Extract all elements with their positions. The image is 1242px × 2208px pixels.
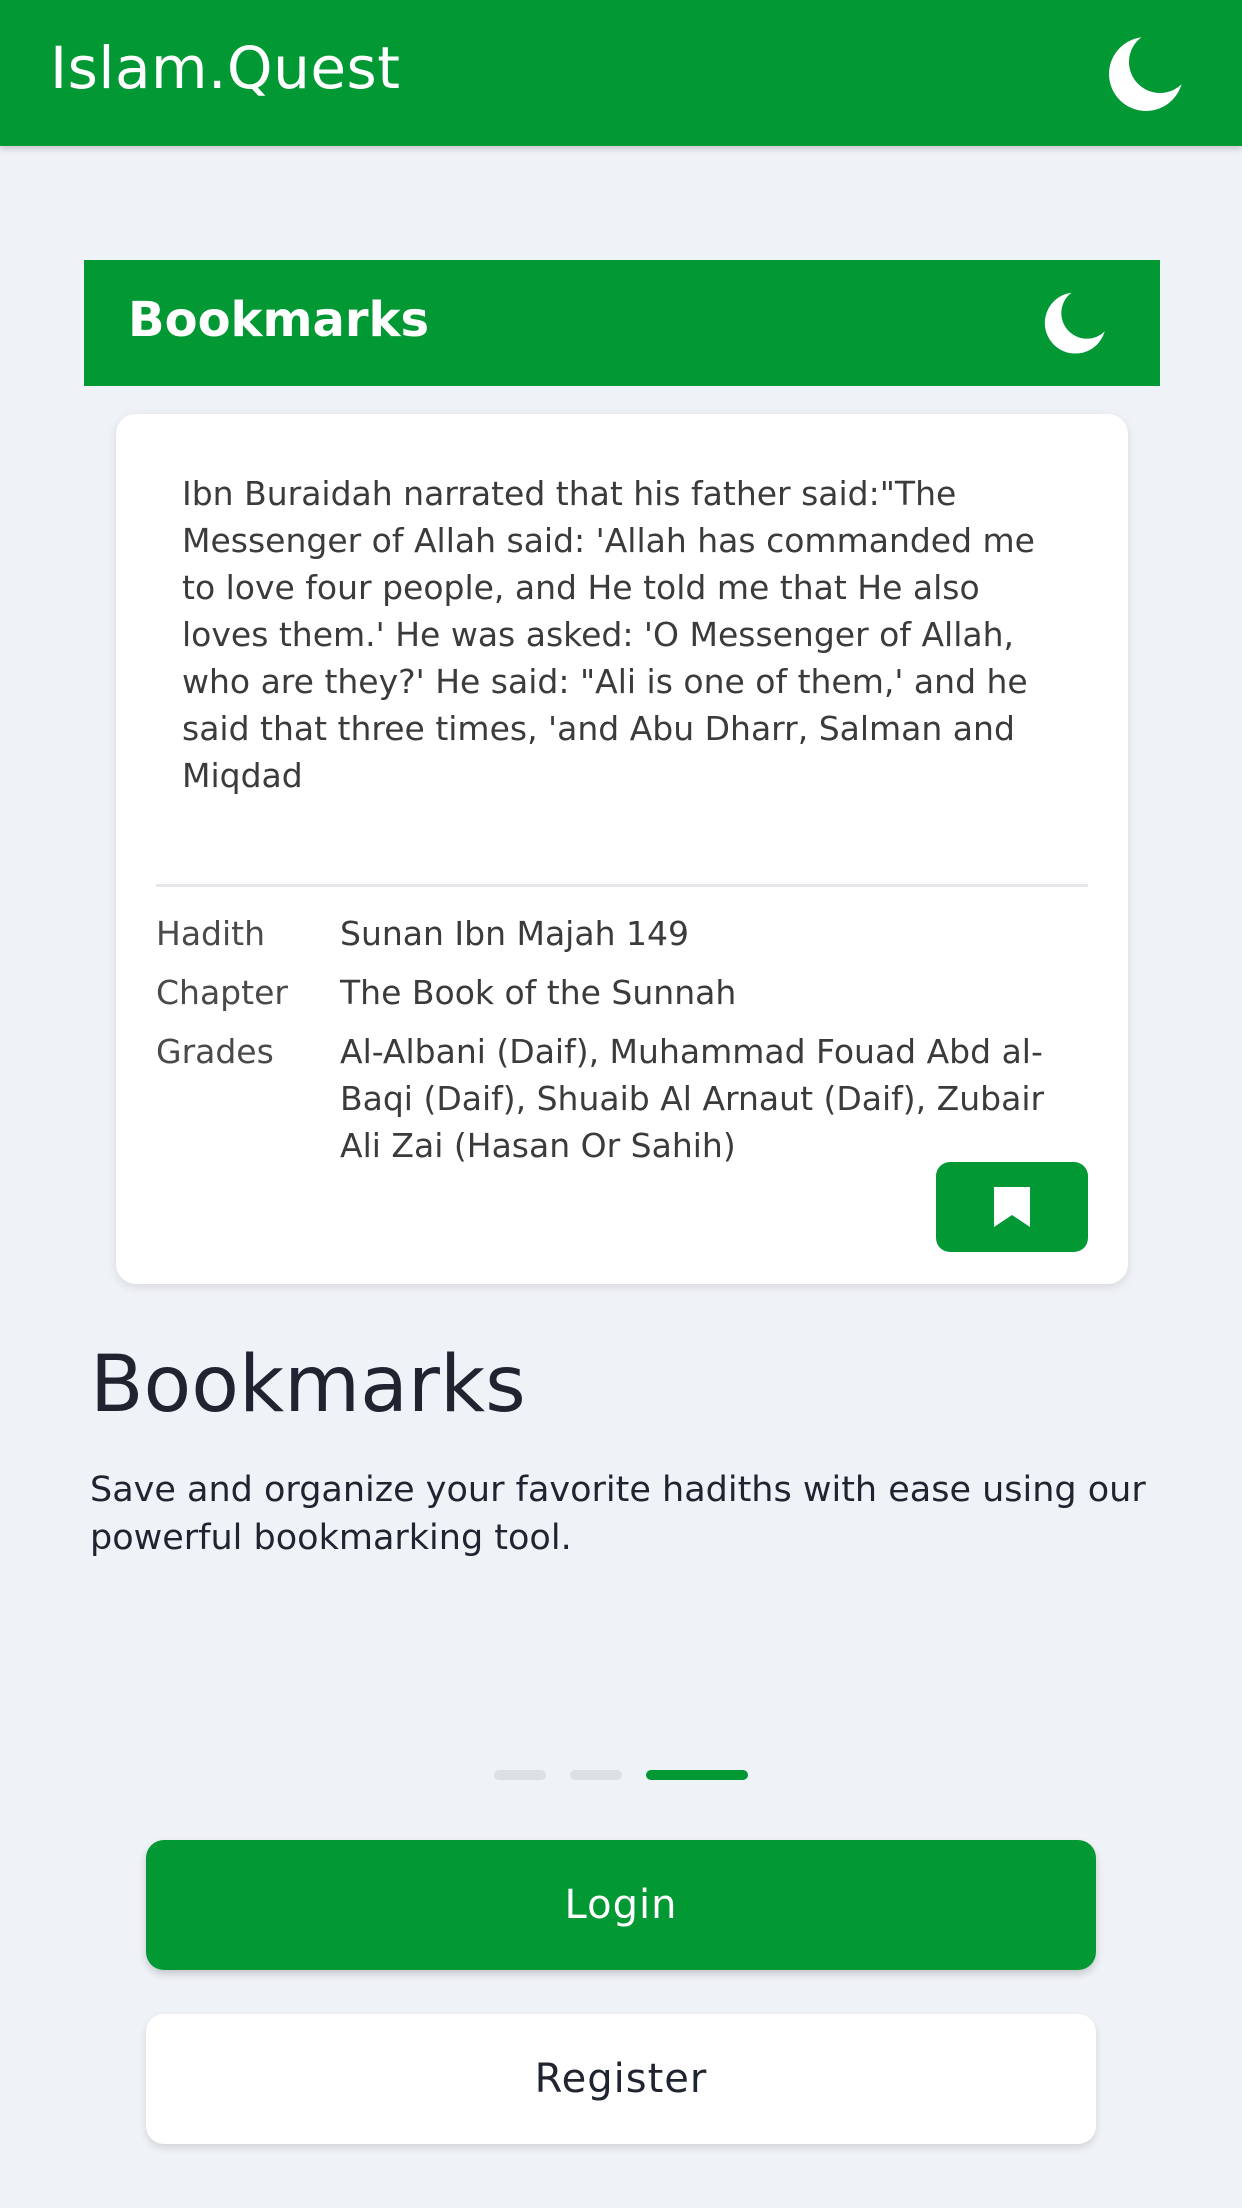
preview-header [84,260,1160,386]
meta-value: Sunan Ibn Majah 149 [340,914,689,953]
preview-header-title: Bookmarks [128,292,430,348]
meta-label: Chapter [156,973,288,1012]
moon-icon [1044,290,1110,356]
divider [156,884,1088,887]
feature-description: Save and organize your favorite hadiths with ease using our powerful bookmarking tool. [90,1470,1146,1558]
register-button[interactable]: Register [146,2014,1096,2144]
hadith-text: Ibn Buraidah narrated that his father said:"The Messenger of Allah said: 'Allah has commanded me to love four people, and He told me that He also loves them.' He was asked: 'O Messenger of Allah, who are they?' He said: "Ali is one of them,' and he said that three times, 'and Abu Dharr, Salman and Miqdad [182,474,1035,795]
page-dot-active[interactable] [646,1770,748,1780]
meta-label: Grades [156,1032,274,1071]
hadith-card [116,414,1128,1284]
feature-preview [84,260,1160,1290]
meta-value: Al-Albani (Daif), Muhammad Fouad Abd al-Baqi (Daif), Shuaib Al Arnaut (Daif), Zubair Ali Zai (Hasan Or Sahih) [340,1032,1045,1165]
page-dot[interactable] [570,1770,622,1780]
page-dot[interactable] [494,1770,546,1780]
bookmark-icon [990,1185,1034,1229]
moon-icon[interactable] [1108,34,1188,114]
app-bar [0,0,1242,146]
bookmark-button[interactable] [936,1162,1088,1252]
meta-label: Hadith [156,914,266,953]
meta-value: The Book of the Sunnah [340,973,737,1012]
feature-title: Bookmarks [90,1340,526,1430]
login-button[interactable]: Login [146,1840,1096,1970]
app-title: Islam.Quest [50,34,401,102]
